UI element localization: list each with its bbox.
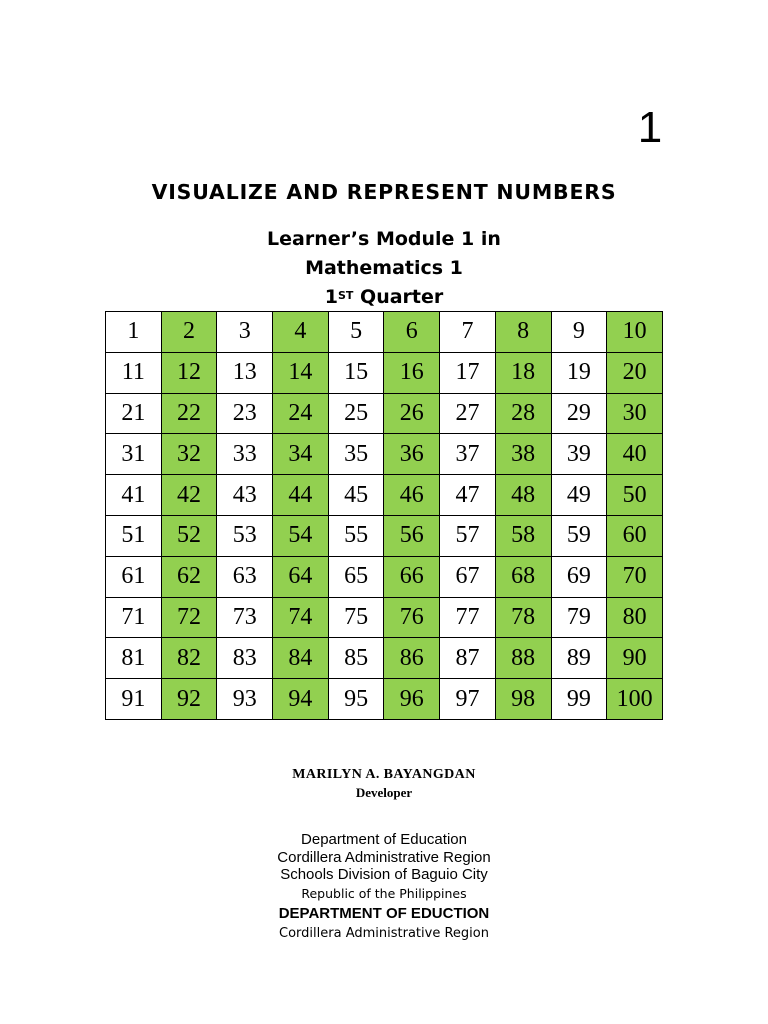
chart-cell: 83 — [217, 638, 273, 679]
chart-cell: 14 — [273, 352, 329, 393]
chart-cell: 48 — [495, 475, 551, 516]
chart-row — [106, 679, 663, 720]
chart-cell: 8 — [495, 312, 551, 353]
chart-cell: 84 — [273, 638, 329, 679]
chart-cell: 11 — [106, 352, 162, 393]
chart-cell: 98 — [495, 679, 551, 720]
chart-cell: 67 — [440, 556, 496, 597]
chart-cell: 99 — [551, 679, 607, 720]
chart-row — [106, 597, 663, 638]
chart-cell: 20 — [607, 352, 663, 393]
chart-cell: 88 — [495, 638, 551, 679]
chart-row — [106, 393, 663, 434]
chart-cell: 23 — [217, 393, 273, 434]
chart-cell: 100 — [607, 679, 663, 720]
chart-row — [106, 556, 663, 597]
chart-cell: 34 — [273, 434, 329, 475]
chart-cell: 57 — [440, 515, 496, 556]
developer-name: MARILYN A. BAYANGDAN — [292, 767, 476, 782]
agency-department: Department of Education — [301, 831, 467, 848]
module-subtitle — [0, 225, 768, 312]
chart-cell: 2 — [161, 312, 217, 353]
chart-cell: 91 — [106, 679, 162, 720]
chart-row — [106, 434, 663, 475]
chart-row — [106, 515, 663, 556]
chart-cell: 22 — [161, 393, 217, 434]
chart-cell: 51 — [106, 515, 162, 556]
chart-cell: 69 — [551, 556, 607, 597]
chart-cell: 59 — [551, 515, 607, 556]
chart-cell: 93 — [217, 679, 273, 720]
hundred-chart-body — [106, 312, 663, 720]
chart-cell: 49 — [551, 475, 607, 516]
chart-cell: 82 — [161, 638, 217, 679]
chart-cell: 90 — [607, 638, 663, 679]
chart-cell: 45 — [328, 475, 384, 516]
chart-cell: 71 — [106, 597, 162, 638]
agency-division: Schools Division of Baguio City — [280, 866, 488, 883]
chart-row — [106, 352, 663, 393]
chart-cell: 79 — [551, 597, 607, 638]
chart-cell: 28 — [495, 393, 551, 434]
chart-cell: 1 — [106, 312, 162, 353]
chart-cell: 10 — [607, 312, 663, 353]
chart-cell: 64 — [273, 556, 329, 597]
chart-cell: 52 — [161, 515, 217, 556]
chart-cell: 42 — [161, 475, 217, 516]
chart-cell: 80 — [607, 597, 663, 638]
chart-cell: 76 — [384, 597, 440, 638]
chart-cell: 53 — [217, 515, 273, 556]
chart-cell: 41 — [106, 475, 162, 516]
chart-cell: 73 — [217, 597, 273, 638]
chart-cell: 13 — [217, 352, 273, 393]
chart-cell: 38 — [495, 434, 551, 475]
developer-role: Developer — [355, 785, 413, 800]
chart-cell: 16 — [384, 352, 440, 393]
chart-cell: 17 — [440, 352, 496, 393]
chart-cell: 85 — [328, 638, 384, 679]
chart-cell: 68 — [495, 556, 551, 597]
chart-cell: 12 — [161, 352, 217, 393]
chart-cell: 44 — [273, 475, 329, 516]
chart-cell: 31 — [106, 434, 162, 475]
chart-row — [106, 312, 663, 353]
chart-cell: 24 — [273, 393, 329, 434]
chart-cell: 21 — [106, 393, 162, 434]
chart-cell: 56 — [384, 515, 440, 556]
chart-cell: 19 — [551, 352, 607, 393]
agency-department-caps: DEPARTMENT OF EDUCTION — [278, 904, 490, 922]
quarter-suffix: ST — [337, 289, 354, 302]
chart-cell: 96 — [384, 679, 440, 720]
chart-cell: 27 — [440, 393, 496, 434]
chart-cell: 18 — [495, 352, 551, 393]
chart-row — [106, 638, 663, 679]
agency-block — [0, 831, 768, 944]
chart-cell: 35 — [328, 434, 384, 475]
chart-cell: 77 — [440, 597, 496, 638]
hundred-chart — [105, 311, 663, 720]
chart-cell: 55 — [328, 515, 384, 556]
chart-cell: 74 — [273, 597, 329, 638]
chart-cell: 87 — [440, 638, 496, 679]
chart-cell: 92 — [161, 679, 217, 720]
chart-cell: 75 — [328, 597, 384, 638]
chart-row — [106, 475, 663, 516]
chart-cell: 30 — [607, 393, 663, 434]
quarter-number: 1 — [324, 286, 338, 308]
chart-cell: 43 — [217, 475, 273, 516]
agency-republic: Republic of the Philippines — [301, 885, 467, 901]
chart-cell: 5 — [328, 312, 384, 353]
chart-cell: 86 — [384, 638, 440, 679]
chart-cell: 50 — [607, 475, 663, 516]
chart-cell: 81 — [106, 638, 162, 679]
agency-region-bottom: Cordillera Administrative Region — [279, 925, 489, 941]
chart-cell: 94 — [273, 679, 329, 720]
chart-cell: 62 — [161, 556, 217, 597]
chart-cell: 25 — [328, 393, 384, 434]
chart-cell: 37 — [440, 434, 496, 475]
chart-cell: 89 — [551, 638, 607, 679]
chart-cell: 47 — [440, 475, 496, 516]
quarter-label — [0, 283, 768, 312]
chart-cell: 63 — [217, 556, 273, 597]
chart-cell: 4 — [273, 312, 329, 353]
module-line-1: Learner’s Module 1 in — [267, 228, 501, 250]
chart-cell: 29 — [551, 393, 607, 434]
chart-cell: 33 — [217, 434, 273, 475]
chart-cell: 39 — [551, 434, 607, 475]
chart-cell: 40 — [607, 434, 663, 475]
chart-cell: 95 — [328, 679, 384, 720]
chart-cell: 3 — [217, 312, 273, 353]
developer-credit — [0, 766, 768, 801]
agency-region: Cordillera Administrative Region — [277, 848, 491, 866]
chart-cell: 58 — [495, 515, 551, 556]
chart-cell: 97 — [440, 679, 496, 720]
chart-cell: 36 — [384, 434, 440, 475]
chart-cell: 54 — [273, 515, 329, 556]
chart-cell: 78 — [495, 597, 551, 638]
chart-cell: 70 — [607, 556, 663, 597]
chart-cell: 61 — [106, 556, 162, 597]
chart-cell: 46 — [384, 475, 440, 516]
chart-cell: 7 — [440, 312, 496, 353]
chart-cell: 15 — [328, 352, 384, 393]
chart-cell: 9 — [551, 312, 607, 353]
chart-cell: 26 — [384, 393, 440, 434]
quarter-word: Quarter — [353, 286, 444, 308]
chart-cell: 60 — [607, 515, 663, 556]
chart-cell: 32 — [161, 434, 217, 475]
module-title: VISUALIZE AND REPRESENT NUMBERS — [151, 180, 617, 204]
grade-number: 1 — [637, 103, 663, 152]
chart-cell: 72 — [161, 597, 217, 638]
chart-cell: 6 — [384, 312, 440, 353]
chart-cell: 66 — [384, 556, 440, 597]
module-line-2: Mathematics 1 — [305, 257, 463, 279]
chart-cell: 65 — [328, 556, 384, 597]
